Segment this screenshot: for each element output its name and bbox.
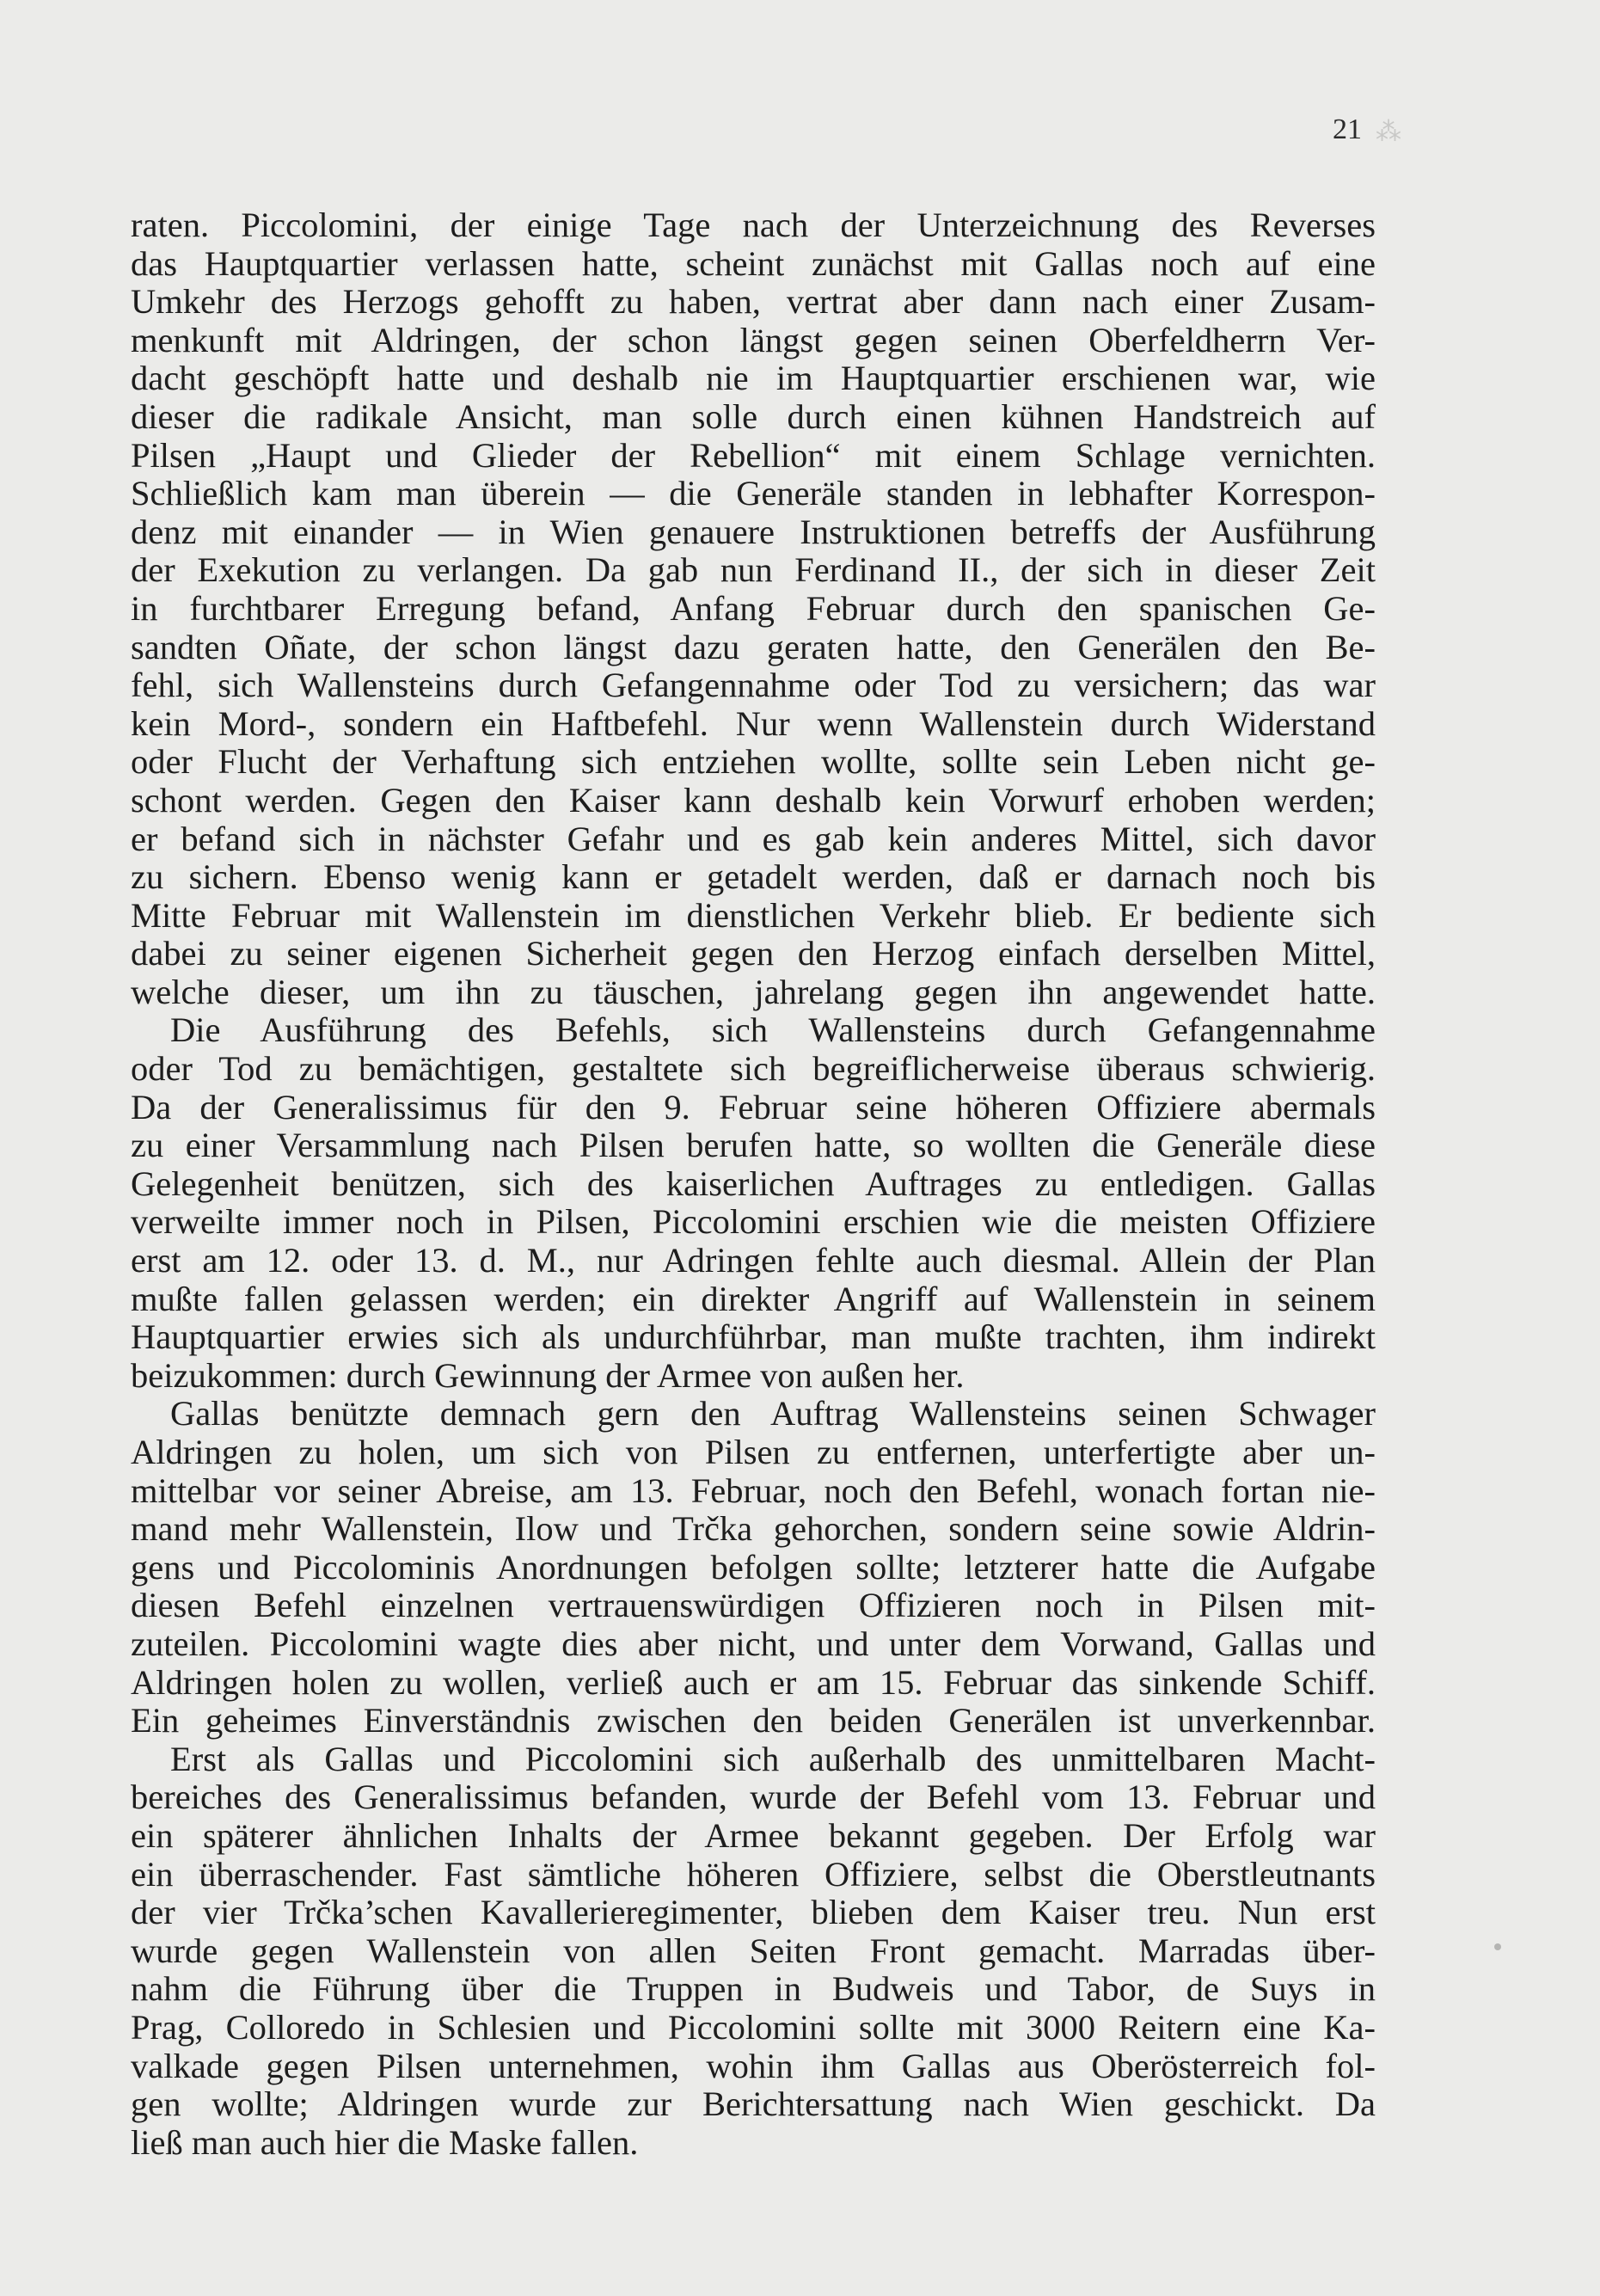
text-line: Hauptquartier erwies sich als undurchführbar, man mußte trachten, ihm indirekt (131, 1317, 1376, 1357)
text-line: Umkehr des Herzogs gehofft zu haben, vertrat aber dann nach einer Zusam- (131, 282, 1376, 322)
text-line: Da der Generalissimus für den 9. Februar seine höheren Offiziere abermals (131, 1087, 1376, 1127)
text-line: zu einer Versammlung nach Pilsen berufen hatte, so wollten die Generäle diese (131, 1126, 1376, 1165)
text-line: dabei zu seiner eigenen Sicherheit gegen den Herzog einfach derselben Mittel, (131, 934, 1376, 973)
text-line: raten. Piccolomini, der einige Tage nach der Unterzeichnung des Reverses (131, 206, 1376, 244)
body-text (131, 206, 1376, 2162)
text-line: beizukommen: durch Gewinnung der Armee von außen her. (131, 1355, 965, 1395)
text-line: mand mehr Wallenstein, Ilow und Trčka gehorchen, sondern seine sowie Aldrin- (131, 1509, 1376, 1549)
text-line: zu sichern. Ebenso wenig kann er getadelt werden, daß er darnach noch bis (131, 857, 1376, 897)
text-line: der Exekution zu verlangen. Da gab nun Ferdinand II., der sich in dieser Zeit (131, 550, 1376, 590)
text-line: kein Mord-, sondern ein Haftbefehl. Nur wenn Wallenstein durch Widerstand (131, 703, 1376, 743)
text-line: Prag, Colloredo in Schlesien und Piccolomini sollte mit 3000 Reitern eine Ka- (131, 2007, 1376, 2047)
text-line: sandten Oñate, der schon längst dazu geraten hatte, den Generälen den Be- (131, 627, 1376, 666)
text-line: Schließlich kam man überein — die Generäle standen in lebhafter Korrespon- (131, 474, 1376, 513)
text-line: Mitte Februar mit Wallenstein im dienstlichen Verkehr blieb. Er bediente sich (131, 895, 1376, 935)
text-line: zuteilen. Piccolomini wagte dies aber nicht, und unter dem Vorwand, Gallas und (131, 1624, 1376, 1663)
text-line: ließ man auch hier die Maske fallen. (131, 2122, 639, 2162)
text-line: dacht geschöpft hatte und deshalb nie im Hauptquartier erschienen war, wie (131, 359, 1376, 398)
text-line: nahm die Führung über die Truppen in Budweis und Tabor, de Suys in (131, 1969, 1376, 2009)
text-line: mittelbar vor seiner Abreise, am 13. Februar, noch den Befehl, wonach fortan nie- (131, 1470, 1376, 1510)
text-line: Pilsen „Haupt und Glieder der Rebellion“ mit einem Schlage vernichten. (131, 435, 1376, 475)
text-line: Ein geheimes Einverständnis zwischen den beiden Generälen ist unverkennbar. (131, 1701, 1376, 1740)
bleed-through-mark: ⁂ (1376, 118, 1401, 146)
text-line: gens und Piccolominis Anordnungen befolgen sollte; letzterer hatte die Aufgabe (131, 1547, 1376, 1587)
text-line: das Hauptquartier verlassen hatte, scheint zunächst mit Gallas noch auf eine (131, 243, 1376, 283)
text-line: oder Tod zu bemächtigen, gestaltete sich begreiflicherweise überaus schwierig. (131, 1049, 1376, 1089)
text-line: schont werden. Gegen den Kaiser kann deshalb kein Vorwurf erhoben werden; (131, 780, 1376, 820)
text-line: Gelegenheit benützen, sich des kaiserlichen Auftrages zu entledigen. Gallas (131, 1163, 1376, 1203)
text-line: menkunft mit Aldringen, der schon längst gegen seinen Oberfeldherrn Ver- (131, 320, 1376, 359)
text-line: dieser die radikale Ansicht, man solle durch einen kühnen Handstreich auf (131, 396, 1376, 436)
text-line: Gallas benützte demnach gern den Auftrag Wallensteins seinen Schwager (170, 1394, 1376, 1433)
text-line: er befand sich in nächster Gefahr und es gab kein anderes Mittel, sich davor (131, 819, 1376, 858)
text-line: ein späterer ähnlichen Inhalts der Armee bekannt gegeben. Der Erfolg war (131, 1815, 1376, 1855)
text-line: in furchtbarer Erregung befand, Anfang Februar durch den spanischen Ge- (131, 588, 1376, 628)
text-line: oder Flucht der Verhaftung sich entziehen wollte, sollte sein Leben nicht ge- (131, 742, 1376, 782)
text-line: verweilte immer noch in Pilsen, Piccolomini erschien wie die meisten Offiziere (131, 1202, 1376, 1242)
text-line: Aldringen zu holen, um sich von Pilsen zu entfernen, unterfertigte aber un- (131, 1433, 1376, 1471)
text-line: der vier Trčka’schen Kavallerieregimenter, blieben dem Kaiser treu. Nun erst (131, 1893, 1376, 1932)
text-line: Die Ausführung des Befehls, sich Wallensteins durch Gefangennahme (170, 1010, 1376, 1050)
text-line: denz mit einander — in Wien genauere Instruktionen betreffs der Ausführung (131, 512, 1376, 551)
text-line: fehl, sich Wallensteins durch Gefangennahme oder Tod zu versichern; das war (131, 666, 1376, 705)
text-line: erst am 12. oder 13. d. M., nur Adringen fehlte auch diesmal. Allein der Plan (131, 1241, 1376, 1280)
text-line: bereiches des Generalissimus befanden, wurde der Befehl vom 13. Februar und (131, 1777, 1376, 1817)
text-line: wurde gegen Wallenstein von allen Seiten Front gemacht. Marradas über- (131, 1931, 1376, 1970)
page-number: 21 (1333, 114, 1362, 145)
text-line: diesen Befehl einzelnen vertrauenswürdigen Offizieren noch in Pilsen mit- (131, 1586, 1376, 1625)
text-line: Erst als Gallas und Piccolomini sich außerhalb des unmittelbaren Macht- (170, 1739, 1376, 1778)
text-line: valkade gegen Pilsen unternehmen, wohin ihm Gallas aus Oberösterreich fol- (131, 2046, 1376, 2085)
text-line: gen wollte; Aldringen wurde zur Berichtersattung nach Wien geschickt. Da (131, 2084, 1376, 2124)
text-line: welche dieser, um ihn zu täuschen, jahrelang gegen ihn angewendet hatte. (131, 972, 1376, 1011)
paper-speck (1494, 1943, 1501, 1950)
text-line: ein überraschender. Fast sämtliche höheren Offiziere, selbst die Oberstleutnants (131, 1854, 1376, 1894)
text-line: Aldringen holen zu wollen, verließ auch er am 15. Februar das sinkende Schiff. (131, 1662, 1376, 1702)
text-line: mußte fallen gelassen werden; ein direkter Angriff auf Wallenstein in seinem (131, 1279, 1376, 1318)
